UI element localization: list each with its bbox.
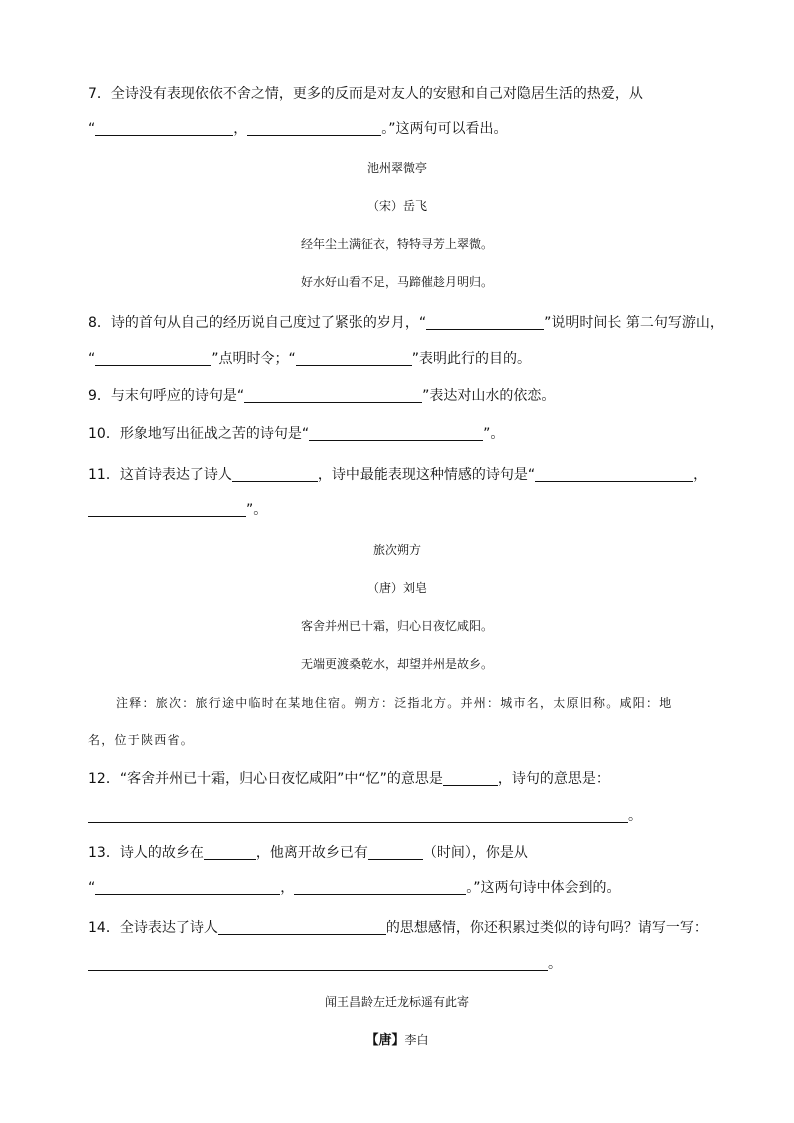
answer-blank[interactable] [368,845,423,860]
poem2-author: （唐）刘皂 [366,581,427,595]
answer-blank[interactable] [244,388,422,403]
answer-blank[interactable] [95,880,280,895]
poem3-title: 闻王昌龄左迁龙标遥有此寄 [324,995,469,1009]
poem3-author: 【唐】李白 [365,1033,429,1048]
q7-line2: “ ， 。”这两句可以看出。 [88,121,508,137]
poem2-title: 旅次朔方 [372,543,421,557]
answer-blank[interactable] [294,880,466,895]
answer-blank[interactable] [443,771,498,786]
poem2-line1: 客舍并州已十霜，归心日夜忆咸阳。 [300,619,493,633]
poem2-note-line1: 注释：旅次：旅行途中临时在某地住宿。朔方：泛指北方。并州：城市名，太原旧称。咸阳：地 [116,696,673,710]
q7-line1: 7．全诗没有表现依依不舍之情，更多的反而是对友人的安慰和自己对隐居生活的热爱，从 [88,86,643,102]
q11-line2: ”。 [88,500,267,520]
answer-blank[interactable] [296,351,412,366]
poem1-title: 池州翠微亭 [366,161,427,175]
answer-blank[interactable] [95,121,233,136]
q13-line1: 13．诗人的故乡在 ，他离开故乡已有 （时间），你是从 [88,845,528,861]
answer-blank[interactable] [232,467,318,482]
q13-line2: “ ， 。”这两句诗中体会到的。 [88,880,621,896]
q12-line2: 。 [88,806,642,826]
poem2-note-line2: 名，位于陕西省。 [88,733,195,747]
q8-line2: “ ”点明时令；“ ”表明此行的目的。 [88,351,532,367]
q12-line1: 12．“客舍并州已十霜，归心日夜忆咸阳”中“忆”的意思是 ，诗句的意思是： [88,771,610,787]
q8-line1: 8．诗的首句从自己的经历说自己度过了紧张的岁月，“ ”说明时间长 第二句写游山， [88,315,724,331]
poem1-line1: 经年尘土满征衣，特特寻芳上翠微。 [300,237,493,251]
q11-line1: 11．这首诗表达了诗人 ，诗中最能表现这种情感的诗句是“ ， [88,467,708,483]
poem2-line2: 无端更渡桑乾水，却望并州是故乡。 [300,657,493,671]
q14-line1: 14．全诗表达了诗人 的思想感情，你还积累过类似的诗句吗？请写一写： [88,920,708,936]
poem1-line2: 好水好山看不足，马蹄催趁月明归。 [300,275,493,289]
answer-blank[interactable] [535,467,693,482]
q14-line2: 。 [88,954,562,974]
answer-blank[interactable] [88,808,628,823]
q9-line: 9．与末句呼应的诗句是“ ”表达对山水的依恋。 [88,388,556,404]
answer-blank[interactable] [218,920,386,935]
answer-blank[interactable] [204,845,256,860]
poem1-author: （宋）岳飞 [366,199,427,213]
answer-blank[interactable] [88,956,548,971]
answer-blank[interactable] [426,315,544,330]
answer-blank[interactable] [95,351,211,366]
answer-blank[interactable] [309,426,483,441]
answer-blank[interactable] [88,502,246,517]
q10-line: 10．形象地写出征战之苦的诗句是“ ”。 [88,426,505,442]
answer-blank[interactable] [247,121,381,136]
